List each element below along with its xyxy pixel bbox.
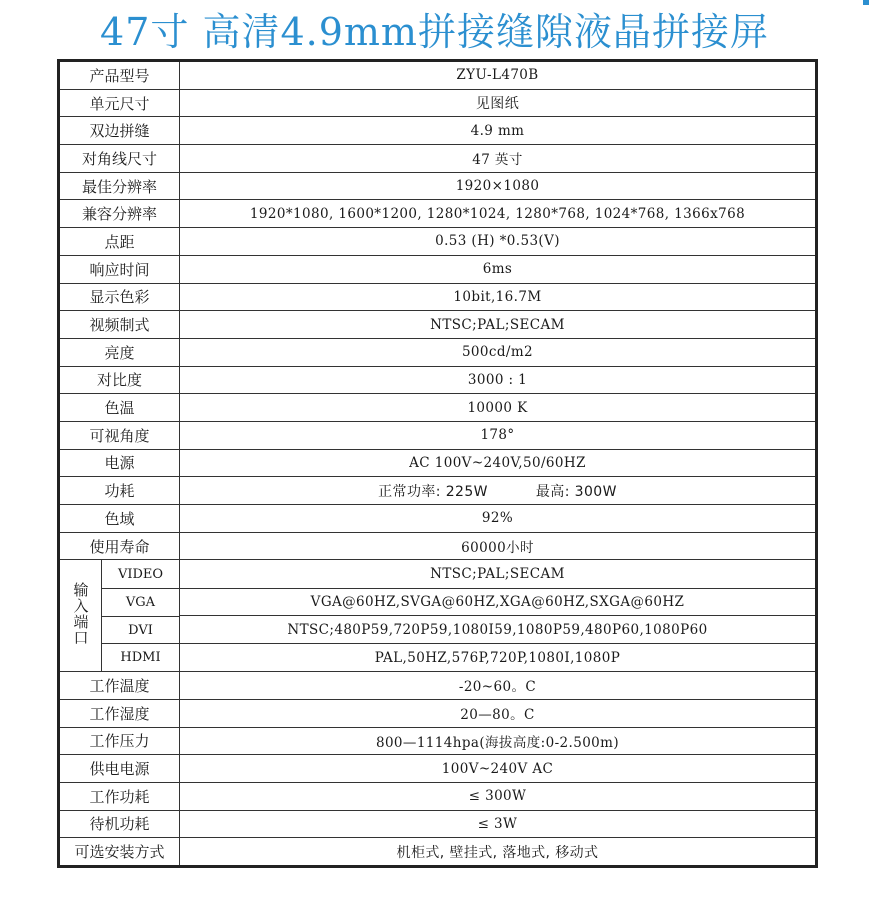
spec-value: 20—80。C — [180, 699, 817, 727]
input-port-value: NTSC;480P59,720P59,1080I59,1080P59,480P60,1080P60 — [180, 616, 817, 644]
spec-row — [59, 311, 817, 339]
spec-label: 待机功耗 — [59, 810, 180, 838]
spec-row — [59, 89, 817, 117]
spec-label: 使用寿命 — [59, 532, 180, 560]
spec-label: 显示色彩 — [59, 283, 180, 311]
input-port-row — [59, 588, 817, 616]
spec-label: 工作压力 — [59, 727, 180, 755]
spec-row-power-consumption — [59, 477, 817, 505]
spec-row — [59, 727, 817, 755]
spec-value: 92% — [180, 505, 817, 533]
spec-value — [180, 477, 817, 505]
spec-value: 1920×1080 — [180, 172, 817, 200]
page-title: 47寸 高清4.9mm拼接缝隙液晶拼接屏 — [100, 10, 769, 54]
spec-value: 47 英寸 — [180, 145, 817, 173]
spec-value: 10000 K — [180, 394, 817, 422]
spec-row — [59, 145, 817, 173]
spec-row — [59, 672, 817, 700]
spec-row — [59, 117, 817, 145]
spec-value: 100V~240V AC — [180, 755, 817, 783]
spec-row — [59, 505, 817, 533]
input-port-left — [59, 643, 180, 671]
spec-row — [59, 755, 817, 783]
spec-value: 见图纸 — [180, 89, 817, 117]
spec-label: 可视角度 — [59, 421, 180, 449]
spec-row — [59, 228, 817, 256]
spec-label: 工作温度 — [59, 672, 180, 700]
spec-row — [59, 283, 817, 311]
spec-value: 800—1114hpa(海拔高度:0-2.500m) — [180, 727, 817, 755]
spec-row — [59, 532, 817, 560]
spec-row — [59, 172, 817, 200]
spec-row — [59, 838, 817, 867]
spec-label: 双边拼缝 — [59, 117, 180, 145]
spec-row — [59, 366, 817, 394]
spec-value: 10bit,16.7M — [180, 283, 817, 311]
spec-table — [57, 59, 818, 868]
spec-value: 4.9 mm — [180, 117, 817, 145]
spec-row — [59, 394, 817, 422]
spec-row — [59, 200, 817, 228]
spec-row — [59, 699, 817, 727]
spec-value: 60000小时 — [180, 532, 817, 560]
spec-value: 0.53 (H) *0.53(V) — [180, 228, 817, 256]
input-port-row — [59, 616, 817, 644]
spec-label: 对比度 — [59, 366, 180, 394]
spec-row — [59, 810, 817, 838]
input-port-row — [59, 560, 817, 588]
spec-value: AC 100V~240V,50/60HZ — [180, 449, 817, 477]
spec-label: 响应时间 — [59, 255, 180, 283]
spec-label: 功耗 — [59, 477, 180, 505]
spec-label: 色温 — [59, 394, 180, 422]
spec-row — [59, 255, 817, 283]
spec-label: 电源 — [59, 449, 180, 477]
spec-label: 兼容分辨率 — [59, 200, 180, 228]
spec-value: -20~60。C — [180, 672, 817, 700]
spec-label: 对角线尺寸 — [59, 145, 180, 173]
spec-label: 产品型号 — [59, 61, 180, 90]
spec-value: ≤ 3W — [180, 810, 817, 838]
input-group-label — [60, 560, 102, 648]
spec-row — [59, 449, 817, 477]
input-port-name: DVI — [102, 616, 179, 644]
spec-label: 单元尺寸 — [59, 89, 180, 117]
input-port-name: VIDEO — [117, 566, 164, 582]
spec-value: 500cd/m2 — [180, 338, 817, 366]
input-port-value: NTSC;PAL;SECAM — [180, 560, 817, 588]
spec-label: 最佳分辨率 — [59, 172, 180, 200]
input-group-label-text: 输入端口 — [73, 581, 89, 648]
input-port-row — [59, 643, 817, 671]
power-normal: 正常功率: 225W — [378, 483, 488, 500]
spec-value: 机柜式, 壁挂式, 落地式, 移动式 — [180, 838, 817, 867]
input-port-name: VGA — [102, 588, 179, 616]
spec-label: 工作湿度 — [59, 699, 180, 727]
corner-mark — [863, 0, 869, 5]
spec-label: 视频制式 — [59, 311, 180, 339]
spec-value: 1920*1080, 1600*1200, 1280*1024, 1280*768, 1024*768, 1366x768 — [180, 200, 817, 228]
spec-label: 点距 — [59, 228, 180, 256]
spec-value: ZYU-L470B — [180, 61, 817, 90]
input-port-name: HDMI — [102, 643, 179, 671]
spec-label: 可选安装方式 — [59, 838, 180, 867]
spec-value: ≤ 300W — [180, 782, 817, 810]
input-port-value: PAL,50HZ,576P,720P,1080I,1080P — [180, 643, 817, 671]
spec-row — [59, 421, 817, 449]
input-port-value: VGA@60HZ,SVGA@60HZ,XGA@60HZ,SXGA@60HZ — [180, 588, 817, 616]
spec-value: 6ms — [180, 255, 817, 283]
spec-label: 工作功耗 — [59, 782, 180, 810]
spec-row — [59, 782, 817, 810]
spec-row — [59, 61, 817, 90]
spec-value: 178° — [180, 421, 817, 449]
spec-row — [59, 338, 817, 366]
power-max: 最高: 300W — [535, 483, 617, 500]
spec-label: 亮度 — [59, 338, 180, 366]
spec-value: NTSC;PAL;SECAM — [180, 311, 817, 339]
spec-value: 3000 : 1 — [180, 366, 817, 394]
spec-label: 色域 — [59, 505, 180, 533]
spec-label: 供电电源 — [59, 755, 180, 783]
